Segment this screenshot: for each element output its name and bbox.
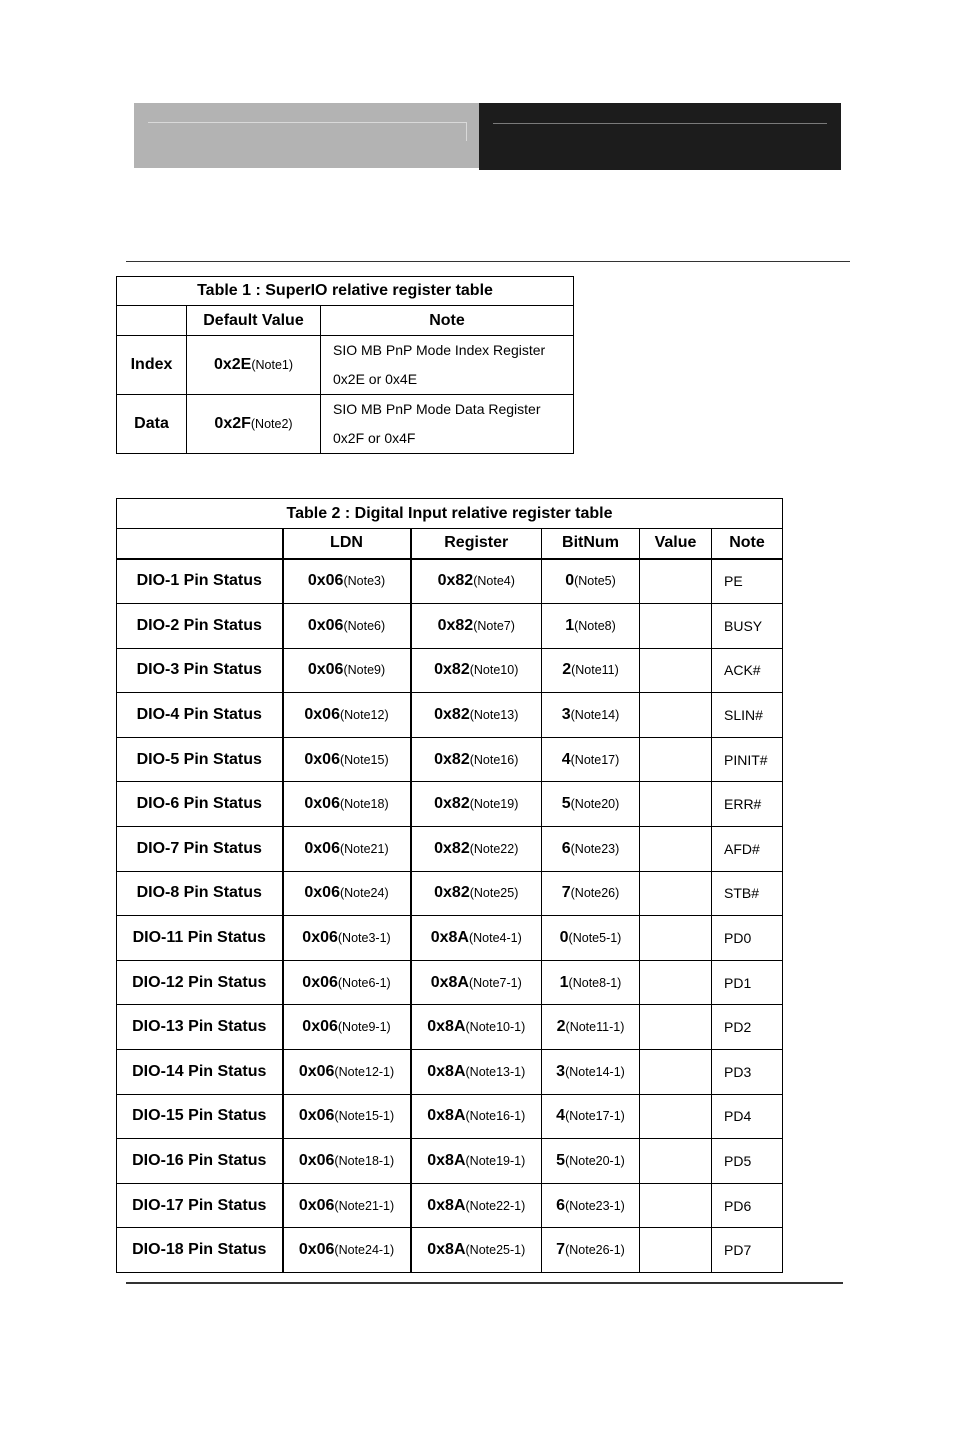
pin-status-name: DIO-12 Pin Status — [117, 960, 283, 1005]
value-cell — [640, 559, 712, 604]
ldn-cell: 0x06(Note3) — [283, 559, 411, 604]
note-cell: ACK# — [712, 648, 783, 693]
register-cell: 0x82(Note10) — [411, 648, 542, 693]
table1-header-blank — [117, 306, 187, 336]
table2-row — [117, 737, 783, 782]
pin-status-name: DIO-17 Pin Status — [117, 1183, 283, 1228]
ldn-cell: 0x06(Note9-1) — [283, 1005, 411, 1050]
header-left-rule — [148, 122, 467, 141]
note-cell: SLIN# — [712, 693, 783, 738]
digital-input-register-table — [116, 498, 783, 1273]
table2-header-register: Register — [411, 529, 542, 559]
register-cell: 0x8A(Note4-1) — [411, 916, 542, 961]
pin-status-name: DIO-11 Pin Status — [117, 916, 283, 961]
value-cell — [640, 1183, 712, 1228]
value-cell — [640, 871, 712, 916]
pin-status-name: DIO-13 Pin Status — [117, 1005, 283, 1050]
note-cell: BUSY — [712, 604, 783, 649]
pin-status-name: DIO-5 Pin Status — [117, 737, 283, 782]
pin-status-name: DIO-7 Pin Status — [117, 827, 283, 872]
register-cell: 0x8A(Note19-1) — [411, 1139, 542, 1184]
table1-row-label: Index — [117, 336, 187, 395]
ldn-cell: 0x06(Note24-1) — [283, 1228, 411, 1273]
ldn-cell: 0x06(Note12) — [283, 693, 411, 738]
ldn-cell: 0x06(Note15-1) — [283, 1094, 411, 1139]
note-cell: PINIT# — [712, 737, 783, 782]
value-cell — [640, 693, 712, 738]
table1-default-value: 0x2E(Note1) — [187, 336, 321, 395]
table1-default-value: 0x2F(Note2) — [187, 395, 321, 454]
note-cell: PD0 — [712, 916, 783, 961]
table2-row — [117, 916, 783, 961]
register-cell: 0x82(Note19) — [411, 782, 542, 827]
value-cell — [640, 1139, 712, 1184]
value-cell — [640, 1005, 712, 1050]
pin-status-name: DIO-3 Pin Status — [117, 648, 283, 693]
value-cell — [640, 1050, 712, 1095]
value-cell — [640, 960, 712, 1005]
table1-title: Table 1 : SuperIO relative register table — [117, 277, 574, 306]
note-cell: PD5 — [712, 1139, 783, 1184]
bitnum-cell: 4(Note17) — [542, 737, 640, 782]
note-cell: PD7 — [712, 1228, 783, 1273]
table1-row-label: Data — [117, 395, 187, 454]
register-cell: 0x8A(Note25-1) — [411, 1228, 542, 1273]
bitnum-cell: 3(Note14) — [542, 693, 640, 738]
register-cell: 0x82(Note7) — [411, 604, 542, 649]
ldn-cell: 0x06(Note3-1) — [283, 916, 411, 961]
ldn-cell: 0x06(Note18) — [283, 782, 411, 827]
bitnum-cell: 2(Note11) — [542, 648, 640, 693]
bitnum-cell: 7(Note26-1) — [542, 1228, 640, 1273]
value-cell — [640, 916, 712, 961]
ldn-cell: 0x06(Note24) — [283, 871, 411, 916]
register-cell: 0x82(Note25) — [411, 871, 542, 916]
table1-header-note: Note — [321, 306, 574, 336]
table2-body — [117, 559, 783, 1273]
table2-row — [117, 1183, 783, 1228]
register-cell: 0x8A(Note16-1) — [411, 1094, 542, 1139]
header-band-right — [479, 103, 841, 170]
bitnum-cell: 0(Note5) — [542, 559, 640, 604]
bitnum-cell: 6(Note23) — [542, 827, 640, 872]
pin-status-name: DIO-4 Pin Status — [117, 693, 283, 738]
register-cell: 0x8A(Note22-1) — [411, 1183, 542, 1228]
register-cell: 0x82(Note22) — [411, 827, 542, 872]
bitnum-cell: 0(Note5-1) — [542, 916, 640, 961]
register-cell: 0x82(Note13) — [411, 693, 542, 738]
table2-title: Table 2 : Digital Input relative register table — [117, 499, 783, 529]
bitnum-cell: 6(Note23-1) — [542, 1183, 640, 1228]
pin-status-name: DIO-2 Pin Status — [117, 604, 283, 649]
value-cell — [640, 737, 712, 782]
note-cell: AFD# — [712, 827, 783, 872]
table2-header-blank — [117, 529, 283, 559]
pin-status-name: DIO-8 Pin Status — [117, 871, 283, 916]
table1-row-data — [117, 395, 574, 454]
bitnum-cell: 1(Note8-1) — [542, 960, 640, 1005]
register-cell: 0x8A(Note10-1) — [411, 1005, 542, 1050]
note-cell: PD2 — [712, 1005, 783, 1050]
bitnum-cell: 5(Note20) — [542, 782, 640, 827]
table2-row — [117, 871, 783, 916]
note-cell: STB# — [712, 871, 783, 916]
note-cell: PD1 — [712, 960, 783, 1005]
note-cell: PD3 — [712, 1050, 783, 1095]
ldn-cell: 0x06(Note9) — [283, 648, 411, 693]
pin-status-name: DIO-14 Pin Status — [117, 1050, 283, 1095]
table2-row — [117, 559, 783, 604]
pin-status-name: DIO-6 Pin Status — [117, 782, 283, 827]
table2-row — [117, 693, 783, 738]
pin-status-name: DIO-1 Pin Status — [117, 559, 283, 604]
value-cell — [640, 648, 712, 693]
pin-status-name: DIO-15 Pin Status — [117, 1094, 283, 1139]
note-cell: ERR# — [712, 782, 783, 827]
bitnum-cell: 2(Note11-1) — [542, 1005, 640, 1050]
bitnum-cell: 5(Note20-1) — [542, 1139, 640, 1184]
ldn-cell: 0x06(Note6-1) — [283, 960, 411, 1005]
table2-row — [117, 960, 783, 1005]
ldn-cell: 0x06(Note12-1) — [283, 1050, 411, 1095]
note-cell: PE — [712, 559, 783, 604]
value-cell — [640, 782, 712, 827]
table2-header-ldn: LDN — [283, 529, 411, 559]
table2-row — [117, 648, 783, 693]
table2-row — [117, 1139, 783, 1184]
register-cell: 0x82(Note16) — [411, 737, 542, 782]
header-band-left — [134, 103, 479, 168]
table2-header-bitnum: BitNum — [542, 529, 640, 559]
table2-row — [117, 1228, 783, 1273]
table1-note: SIO MB PnP Mode Index Register 0x2E or 0x4E — [321, 336, 574, 395]
value-cell — [640, 827, 712, 872]
bitnum-cell: 7(Note26) — [542, 871, 640, 916]
superio-register-table — [116, 276, 574, 454]
table2-row — [117, 1005, 783, 1050]
top-rule — [126, 261, 850, 262]
register-cell: 0x8A(Note7-1) — [411, 960, 542, 1005]
ldn-cell: 0x06(Note15) — [283, 737, 411, 782]
table1-note: SIO MB PnP Mode Data Register 0x2F or 0x4F — [321, 395, 574, 454]
note-cell: PD4 — [712, 1094, 783, 1139]
bottom-rule — [126, 1282, 843, 1284]
bitnum-cell: 1(Note8) — [542, 604, 640, 649]
note-cell: PD6 — [712, 1183, 783, 1228]
register-cell: 0x8A(Note13-1) — [411, 1050, 542, 1095]
table1-header-default-value: Default Value — [187, 306, 321, 336]
bitnum-cell: 3(Note14-1) — [542, 1050, 640, 1095]
table2-row — [117, 1094, 783, 1139]
value-cell — [640, 604, 712, 649]
register-cell: 0x82(Note4) — [411, 559, 542, 604]
table1-row-index — [117, 336, 574, 395]
value-cell — [640, 1228, 712, 1273]
ldn-cell: 0x06(Note18-1) — [283, 1139, 411, 1184]
table2-row — [117, 782, 783, 827]
pin-status-name: DIO-18 Pin Status — [117, 1228, 283, 1273]
table2-header-value: Value — [640, 529, 712, 559]
table2-row — [117, 1050, 783, 1095]
ldn-cell: 0x06(Note21) — [283, 827, 411, 872]
table2-header-note: Note — [712, 529, 783, 559]
ldn-cell: 0x06(Note6) — [283, 604, 411, 649]
ldn-cell: 0x06(Note21-1) — [283, 1183, 411, 1228]
pin-status-name: DIO-16 Pin Status — [117, 1139, 283, 1184]
bitnum-cell: 4(Note17-1) — [542, 1094, 640, 1139]
header-right-rule — [493, 123, 827, 124]
value-cell — [640, 1094, 712, 1139]
table2-row — [117, 604, 783, 649]
table2-row — [117, 827, 783, 872]
